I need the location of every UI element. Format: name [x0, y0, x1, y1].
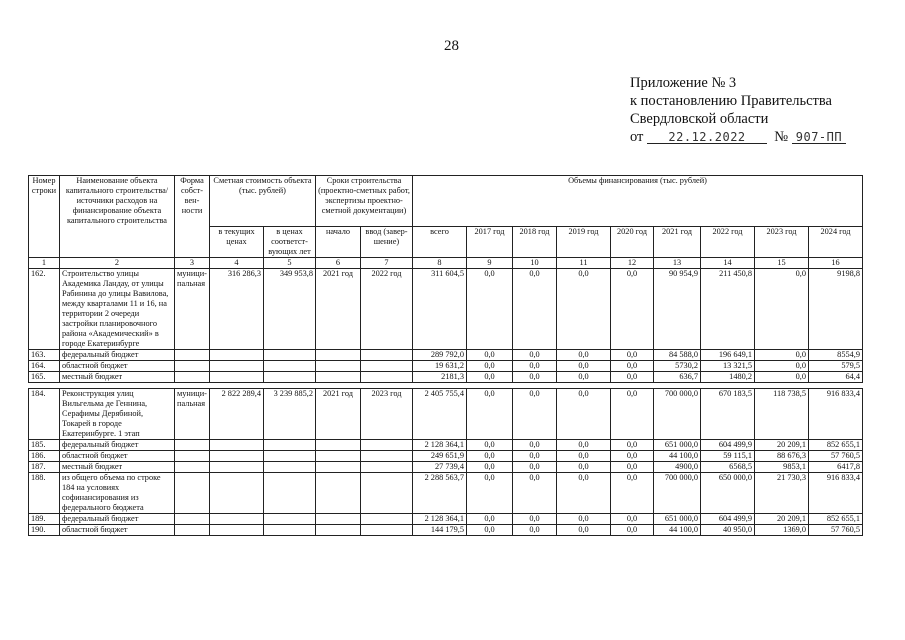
cost-current — [210, 525, 264, 536]
total: 19 631,2 — [413, 361, 467, 372]
row-number: 164. — [29, 361, 60, 372]
cost-adjusted — [264, 473, 316, 514]
row-number: 188. — [29, 473, 60, 514]
amount-2024: 57 760,5 — [809, 451, 863, 462]
amount-2022: 670 183,5 — [701, 389, 755, 440]
appendix-line3: Свердловской области — [630, 111, 769, 127]
total: 249 651,9 — [413, 451, 467, 462]
object-name: местный бюджет — [60, 462, 175, 473]
financing-table — [28, 175, 863, 536]
header-end: ввод (завер-шение) — [361, 227, 413, 258]
column-number: 2 — [60, 258, 175, 269]
object-name: федеральный бюджет — [60, 440, 175, 451]
amount-2018: 0,0 — [513, 525, 557, 536]
cost-adjusted — [264, 440, 316, 451]
cost-current — [210, 372, 264, 383]
start-year — [316, 525, 361, 536]
amount-2018: 0,0 — [513, 372, 557, 383]
row-number: 186. — [29, 451, 60, 462]
amount-2022: 6568,5 — [701, 462, 755, 473]
column-number: 4 — [210, 258, 264, 269]
amount-2017: 0,0 — [467, 525, 513, 536]
amount-2024: 852 655,1 — [809, 440, 863, 451]
amount-2019: 0,0 — [557, 525, 611, 536]
table-row — [29, 451, 863, 462]
amount-2023: 0,0 — [755, 361, 809, 372]
amount-2021: 636,7 — [654, 372, 701, 383]
ownership-form — [175, 361, 210, 372]
cost-adjusted — [264, 350, 316, 361]
table-row — [29, 473, 863, 514]
end-year — [361, 361, 413, 372]
end-year: 2023 год — [361, 389, 413, 440]
amount-2017: 0,0 — [467, 389, 513, 440]
amount-2024: 64,4 — [809, 372, 863, 383]
amount-2019: 0,0 — [557, 462, 611, 473]
amount-2024: 57 760,5 — [809, 525, 863, 536]
ownership-form: муници-пальная — [175, 269, 210, 350]
ownership-form — [175, 473, 210, 514]
end-year: 2022 год — [361, 269, 413, 350]
end-year — [361, 372, 413, 383]
row-number: 185. — [29, 440, 60, 451]
table-row — [29, 372, 863, 383]
cost-current — [210, 451, 264, 462]
table-row — [29, 389, 863, 440]
table-row — [29, 350, 863, 361]
amount-2022: 40 950,0 — [701, 525, 755, 536]
end-year — [361, 440, 413, 451]
amount-2023: 1369,0 — [755, 525, 809, 536]
header-year: 2023 год — [755, 227, 809, 258]
total: 2 405 755,4 — [413, 389, 467, 440]
amount-2017: 0,0 — [467, 514, 513, 525]
amount-2019: 0,0 — [557, 451, 611, 462]
amount-2017: 0,0 — [467, 372, 513, 383]
amount-2024: 8554,9 — [809, 350, 863, 361]
column-number: 12 — [611, 258, 654, 269]
cost-current — [210, 440, 264, 451]
ownership-form — [175, 514, 210, 525]
start-year — [316, 350, 361, 361]
column-number: 10 — [513, 258, 557, 269]
total: 289 792,0 — [413, 350, 467, 361]
header-start: начало — [316, 227, 361, 258]
header-construction-terms: Сроки строительства (проектно-сметных работ, экспертизы проектно-сметной документации) — [316, 176, 413, 227]
table-row — [29, 514, 863, 525]
amount-2023: 21 730,3 — [755, 473, 809, 514]
header-row-number: Номер строки — [29, 176, 60, 258]
total: 27 739,4 — [413, 462, 467, 473]
column-number: 7 — [361, 258, 413, 269]
amount-2019: 0,0 — [557, 440, 611, 451]
total: 2 128 364,1 — [413, 514, 467, 525]
table-row — [29, 269, 863, 350]
row-number: 189. — [29, 514, 60, 525]
amount-2020: 0,0 — [611, 372, 654, 383]
header-financing-volumes: Объемы финансирования (тыс. рублей) — [413, 176, 863, 227]
header-total: всего — [413, 227, 467, 258]
row-number: 163. — [29, 350, 60, 361]
cost-current — [210, 514, 264, 525]
ownership-form — [175, 440, 210, 451]
start-year — [316, 372, 361, 383]
object-name: областной бюджет — [60, 525, 175, 536]
ownership-form — [175, 350, 210, 361]
end-year — [361, 462, 413, 473]
amount-2018: 0,0 — [513, 361, 557, 372]
amount-2018: 0,0 — [513, 440, 557, 451]
cost-adjusted: 3 239 885,2 — [264, 389, 316, 440]
amount-2018: 0,0 — [513, 350, 557, 361]
header-year: 2018 год — [513, 227, 557, 258]
row-number: 187. — [29, 462, 60, 473]
amount-2019: 0,0 — [557, 514, 611, 525]
amount-2017: 0,0 — [467, 451, 513, 462]
amount-2023: 118 738,5 — [755, 389, 809, 440]
total: 144 179,5 — [413, 525, 467, 536]
start-year — [316, 462, 361, 473]
column-number: 8 — [413, 258, 467, 269]
amount-2024: 579,5 — [809, 361, 863, 372]
amount-2021: 84 588,0 — [654, 350, 701, 361]
column-number-row — [29, 258, 863, 269]
row-number: 165. — [29, 372, 60, 383]
column-number: 15 — [755, 258, 809, 269]
cost-current: 2 822 289,4 — [210, 389, 264, 440]
amount-2020: 0,0 — [611, 350, 654, 361]
end-year — [361, 514, 413, 525]
column-number: 6 — [316, 258, 361, 269]
cost-adjusted — [264, 361, 316, 372]
header-year: 2021 год — [654, 227, 701, 258]
end-year — [361, 350, 413, 361]
object-name: областной бюджет — [60, 361, 175, 372]
amount-2018: 0,0 — [513, 462, 557, 473]
total: 311 604,5 — [413, 269, 467, 350]
amount-2024: 916 833,4 — [809, 473, 863, 514]
row-number: 190. — [29, 525, 60, 536]
amount-2017: 0,0 — [467, 269, 513, 350]
row-number: 162. — [29, 269, 60, 350]
end-year — [361, 525, 413, 536]
amount-2020: 0,0 — [611, 440, 654, 451]
column-number: 1 — [29, 258, 60, 269]
amount-2020: 0,0 — [611, 451, 654, 462]
end-year — [361, 473, 413, 514]
cost-adjusted — [264, 514, 316, 525]
amount-2021: 651 000,0 — [654, 514, 701, 525]
amount-2024: 852 655,1 — [809, 514, 863, 525]
amount-2017: 0,0 — [467, 350, 513, 361]
header-year: 2017 год — [467, 227, 513, 258]
amount-2022: 650 000,0 — [701, 473, 755, 514]
cost-current — [210, 473, 264, 514]
amount-2020: 0,0 — [611, 389, 654, 440]
amount-2017: 0,0 — [467, 473, 513, 514]
start-year: 2021 год — [316, 269, 361, 350]
amount-2020: 0,0 — [611, 473, 654, 514]
ownership-form — [175, 525, 210, 536]
cost-adjusted: 349 953,8 — [264, 269, 316, 350]
column-number: 13 — [654, 258, 701, 269]
amount-2020: 0,0 — [611, 361, 654, 372]
amount-2020: 0,0 — [611, 462, 654, 473]
amount-2019: 0,0 — [557, 269, 611, 350]
header-year: 2020 год — [611, 227, 654, 258]
amount-2023: 0,0 — [755, 350, 809, 361]
header-year: 2019 год — [557, 227, 611, 258]
amount-2018: 0,0 — [513, 451, 557, 462]
table-row — [29, 361, 863, 372]
cost-current — [210, 350, 264, 361]
column-number: 3 — [175, 258, 210, 269]
ownership-form — [175, 451, 210, 462]
amount-2019: 0,0 — [557, 361, 611, 372]
appendix-title: Приложение № 3 — [630, 75, 737, 91]
start-year — [316, 451, 361, 462]
header-object-name: Наименование объекта капитального строительства/источники расходов на финансирование объекта капитального строительства — [60, 176, 175, 258]
start-year — [316, 440, 361, 451]
column-number: 5 — [264, 258, 316, 269]
start-year — [316, 514, 361, 525]
amount-2017: 0,0 — [467, 440, 513, 451]
appendix-line2: к постановлению Правительства — [630, 93, 832, 109]
amount-2024: 9198,8 — [809, 269, 863, 350]
ownership-form — [175, 372, 210, 383]
amount-2023: 0,0 — [755, 372, 809, 383]
header-current-prices: в текущих ценах — [210, 227, 264, 258]
start-year: 2021 год — [316, 389, 361, 440]
amount-2021: 651 000,0 — [654, 440, 701, 451]
amount-2019: 0,0 — [557, 372, 611, 383]
amount-2018: 0,0 — [513, 473, 557, 514]
from-label: от — [630, 129, 644, 145]
appendix-date-line — [630, 128, 846, 146]
start-year — [316, 361, 361, 372]
ownership-form — [175, 462, 210, 473]
appendix-header — [630, 74, 846, 146]
cost-current — [210, 361, 264, 372]
header-estimate-cost: Сметная стоимость объекта (тыс. рублей) — [210, 176, 316, 227]
amount-2021: 4900,0 — [654, 462, 701, 473]
object-name: местный бюджет — [60, 372, 175, 383]
amount-2020: 0,0 — [611, 269, 654, 350]
table-row — [29, 440, 863, 451]
header-year: 2024 год — [809, 227, 863, 258]
end-year — [361, 451, 413, 462]
amount-2022: 604 499,9 — [701, 440, 755, 451]
total: 2 288 563,7 — [413, 473, 467, 514]
number-sign: № — [774, 129, 789, 145]
header-year: 2022 год — [701, 227, 755, 258]
amount-2019: 0,0 — [557, 350, 611, 361]
amount-2019: 0,0 — [557, 473, 611, 514]
amount-2022: 13 321,5 — [701, 361, 755, 372]
amount-2022: 1480,2 — [701, 372, 755, 383]
amount-2017: 0,0 — [467, 462, 513, 473]
cost-adjusted — [264, 462, 316, 473]
amount-2023: 88 676,3 — [755, 451, 809, 462]
cost-adjusted — [264, 451, 316, 462]
amount-2021: 44 100,0 — [654, 525, 701, 536]
amount-2023: 20 209,1 — [755, 514, 809, 525]
column-number: 9 — [467, 258, 513, 269]
cost-current — [210, 462, 264, 473]
amount-2023: 9853,1 — [755, 462, 809, 473]
header-adjusted-prices: в ценах соответст-вующих лет — [264, 227, 316, 258]
amount-2024: 916 833,4 — [809, 389, 863, 440]
amount-2018: 0,0 — [513, 389, 557, 440]
amount-2021: 700 000,0 — [654, 389, 701, 440]
column-number: 14 — [701, 258, 755, 269]
amount-2024: 6417,8 — [809, 462, 863, 473]
amount-2020: 0,0 — [611, 514, 654, 525]
table-row — [29, 525, 863, 536]
object-name: из общего объема по строке 184 на условиях софинансирования из федерального бюджета — [60, 473, 175, 514]
total: 2 128 364,1 — [413, 440, 467, 451]
header-ownership-form: Форма собст-вен-ности — [175, 176, 210, 258]
row-number: 184. — [29, 389, 60, 440]
start-year — [316, 473, 361, 514]
object-name: областной бюджет — [60, 451, 175, 462]
resolution-number: 907-ПП — [792, 131, 846, 144]
table-row — [29, 462, 863, 473]
page-number: 28 — [444, 38, 459, 54]
amount-2018: 0,0 — [513, 514, 557, 525]
column-number: 11 — [557, 258, 611, 269]
total: 2181,3 — [413, 372, 467, 383]
resolution-date: 22.12.2022 — [647, 131, 767, 144]
amount-2022: 59 115,1 — [701, 451, 755, 462]
object-name: федеральный бюджет — [60, 350, 175, 361]
amount-2023: 20 209,1 — [755, 440, 809, 451]
amount-2019: 0,0 — [557, 389, 611, 440]
cost-adjusted — [264, 525, 316, 536]
amount-2021: 90 954,9 — [654, 269, 701, 350]
cost-adjusted — [264, 372, 316, 383]
amount-2021: 44 100,0 — [654, 451, 701, 462]
column-number: 16 — [809, 258, 863, 269]
amount-2022: 604 499,9 — [701, 514, 755, 525]
amount-2021: 700 000,0 — [654, 473, 701, 514]
ownership-form: муници-пальная — [175, 389, 210, 440]
object-name: Реконструкция улиц Вильгельма де Геннина, Серафимы Дерябиной, Токарей в городе Екатеринбурге. 1 этап — [60, 389, 175, 440]
object-name: федеральный бюджет — [60, 514, 175, 525]
amount-2018: 0,0 — [513, 269, 557, 350]
amount-2020: 0,0 — [611, 525, 654, 536]
amount-2023: 0,0 — [755, 269, 809, 350]
cost-current: 316 286,3 — [210, 269, 264, 350]
object-name: Строительство улицы Академика Ландау, от улицы Рабинина до улицы Вавилова, между кварталами 11 и 16, на территории 2 очереди застройки планировочного района «Академический» в городе Екатеринбурге — [60, 269, 175, 350]
amount-2022: 211 450,8 — [701, 269, 755, 350]
amount-2017: 0,0 — [467, 361, 513, 372]
amount-2022: 196 649,1 — [701, 350, 755, 361]
amount-2021: 5730,2 — [654, 361, 701, 372]
